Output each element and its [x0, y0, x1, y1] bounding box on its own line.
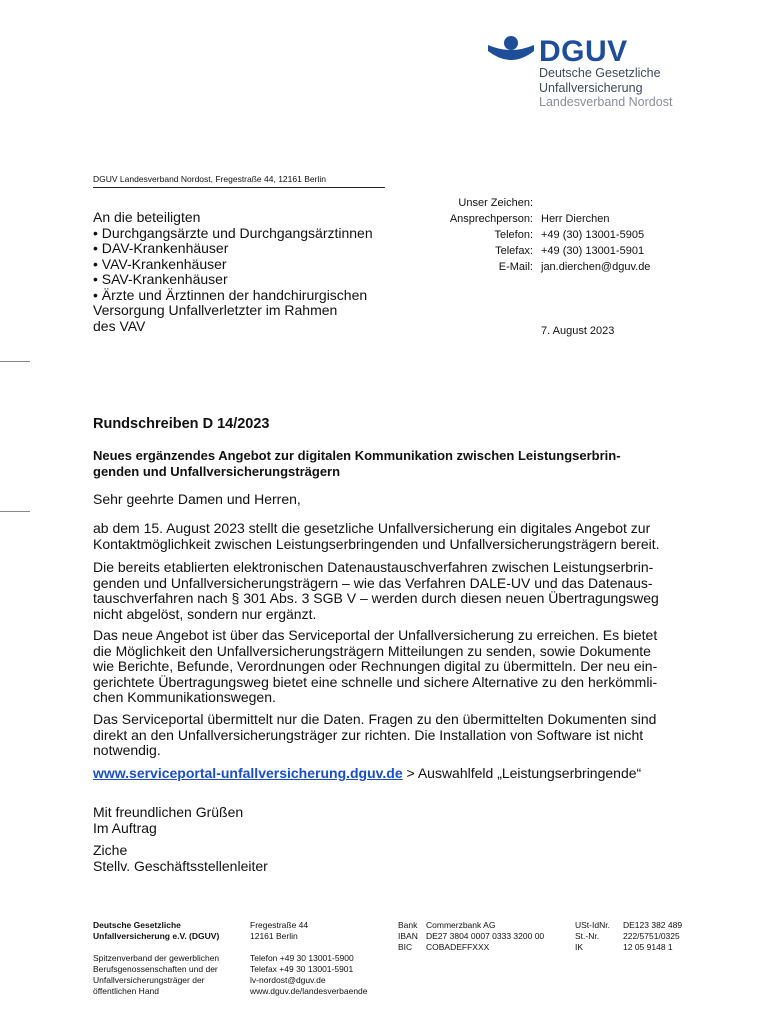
- recipient-line: An die beteiligten: [93, 209, 201, 225]
- reference-label: Unser Zeichen:: [458, 197, 533, 209]
- logo-line-3: Landesverband Nordost: [539, 95, 673, 109]
- footer-org-line: Deutsche Gesetzliche: [93, 920, 181, 930]
- footer-tax: [575, 920, 682, 953]
- footer-fax: Telefax +49 30 13001-5901: [250, 964, 354, 974]
- paragraph-line: ab dem 15. August 2023 stellt die gesetzliche Unfallversicherung ein digitales Angebot zur: [93, 520, 651, 536]
- recipient-line: des VAV: [93, 317, 146, 334]
- paragraph-line: Kontaktmöglichkeit zwischen Leistungserbringenden und Unfallversicherungsträgern bereit.: [93, 535, 660, 552]
- signature: [93, 843, 678, 874]
- recipient-line: • DAV-Krankenhäuser: [93, 240, 229, 256]
- salutation: [93, 492, 678, 508]
- dguv-emblem-icon: [487, 35, 535, 69]
- footer-bank-label: IBAN: [398, 931, 418, 941]
- paragraph-line: Das Serviceportal übermittelt nur die Daten. Fragen zu den übermittelten Dokumenten sind: [93, 711, 657, 727]
- footer-bank: [398, 920, 544, 953]
- phone-row: [400, 227, 650, 243]
- logo-wordmark: DGUV: [539, 35, 628, 68]
- footer-tax-label: IK: [575, 942, 584, 952]
- headline-line: genden und Unfallversicherungsträgern: [93, 464, 341, 479]
- fold-mark-middle: [0, 511, 30, 512]
- footer-street: Fregestraße 44: [250, 920, 309, 930]
- fold-mark-top: [0, 361, 30, 362]
- closing-greeting: Mit freundlichen Grüßen: [93, 804, 244, 820]
- logo-line-2: Unfallversicherung: [539, 81, 643, 95]
- footer-desc-line: Berufsgenossenschaften und der: [93, 964, 218, 974]
- phone-value: +49 (30) 13001-5905: [541, 229, 645, 241]
- footer-city: 12161 Berlin: [250, 931, 298, 941]
- paragraph-2: [93, 560, 678, 622]
- footer-address: [250, 920, 368, 997]
- paragraph-line: nicht abgelöst, sondern nur ergänzt.: [93, 605, 317, 622]
- recipient-line: • SAV-Krankenhäuser: [93, 271, 228, 287]
- fax-row: [400, 243, 650, 259]
- person-value: Herr Dierchen: [541, 213, 610, 225]
- footer-org-line: Unfallversicherung e.V. (DGUV): [93, 931, 220, 941]
- recipient-line: Versorgung Unfallverletzter im Rahmen: [93, 302, 338, 318]
- footer-desc-line: Unfallversicherungsträger der: [93, 975, 205, 985]
- closing-auftrag: Im Auftrag: [93, 819, 157, 836]
- paragraph-line: chen Kommunikationswegen.: [93, 689, 276, 705]
- paragraph-line: notwendig.: [93, 742, 161, 758]
- contact-block: [400, 195, 650, 275]
- footer-bank-label: Bank: [398, 920, 418, 930]
- paragraph-line: tauschverfahren nach § 301 Abs. 3 SGB V – werden durch diesen neuen Übertragungsweg: [93, 590, 659, 606]
- footer-desc-line: öffentlichen Hand: [93, 986, 160, 996]
- recipient-line: • VAV-Krankenhäuser: [93, 255, 227, 272]
- footer-organization: [93, 920, 219, 997]
- reference-row: [400, 195, 650, 211]
- link-suffix: > Auswahlfeld „Leistungserbringende“: [402, 765, 642, 781]
- fax-value: +49 (30) 13001-5901: [541, 245, 645, 257]
- footer-phone: Telefon +49 30 13001-5900: [250, 953, 354, 963]
- paragraph-line: direkt an den Unfallversicherungsträger zur richten. Die Installation von Software ist nicht: [93, 726, 644, 743]
- footer-bank-value: DE27 3804 0007 0333 3200 00: [426, 931, 545, 941]
- paragraph-line: Die bereits etablierten elektronischen Datenaustauschverfahren zwischen Leistungserbrin-: [93, 559, 654, 575]
- closing: [93, 805, 678, 836]
- paragraph-4: [93, 712, 678, 759]
- signer-name: Ziche: [93, 842, 128, 858]
- paragraph-line: genden und Unfallversicherungsträgern – wie das Verfahren DALE-UV und das Datenaus-: [93, 574, 653, 591]
- email-value[interactable]: jan.dierchen@dguv.de: [541, 261, 651, 273]
- footer-bank-value: Commerzbank AG: [426, 920, 496, 930]
- person-label: Ansprechperson:: [449, 213, 533, 225]
- salutation-text: Sehr geehrte Damen und Herren,: [93, 491, 301, 507]
- signer-title: Stellv. Geschäftsstellenleiter: [93, 857, 268, 874]
- email-row: [400, 259, 650, 275]
- serviceportal-link[interactable]: www.serviceportal-unfallversicherung.dguv.de: [93, 765, 403, 781]
- footer-bank-value: COBADEFFXXX: [426, 942, 490, 952]
- footer-tax-value: 222/5751/0325: [623, 931, 680, 941]
- fax-label: Telefax:: [495, 245, 533, 257]
- person-row: [400, 211, 650, 227]
- recipient-address: [93, 210, 373, 334]
- footer-tax-value: DE123 382 489: [623, 920, 683, 930]
- paragraph-line: die Möglichkeit den Unfallversicherungsträgern Mitteilungen zu senden, sowie Dokumente: [93, 642, 651, 659]
- paragraph-line: gerichtete Übertragungsweg bietet eine schnelle und sichere Alternative zu den herkömmli-: [93, 673, 658, 690]
- footer-tax-label: USt-IdNr.: [575, 920, 610, 930]
- paragraph-3: [93, 628, 678, 706]
- phone-label: Telefon:: [494, 229, 533, 241]
- footer-web[interactable]: www.dguv.de/landesverbaende: [250, 986, 368, 996]
- sender-line: DGUV Landesverband Nordost, Fregestraße 44, 12161 Berlin: [93, 174, 385, 188]
- letter-date: 7. August 2023: [541, 325, 615, 337]
- headline-line: Neues ergänzendes Angebot zur digitalen Kommunikation zwischen Leistungserbrin-: [93, 448, 621, 463]
- footer-email[interactable]: lv-nordost@dguv.de: [250, 975, 326, 985]
- recipient-line: • Durchgangsärzte und Durchgangsärztinnen: [93, 224, 373, 241]
- footer-bank-label: BIC: [398, 942, 413, 952]
- email-label: E-Mail:: [498, 261, 533, 273]
- portal-link-line: [93, 766, 678, 782]
- paragraph-line: wie Berichte, Befunde, Verordnungen oder Rechnungen digital zu übermitteln. Der neu ein-: [93, 658, 658, 674]
- footer-desc-line: Spitzenverband der gewerblichen: [93, 953, 220, 963]
- footer-tax-label: St.-Nr.: [575, 931, 600, 941]
- subject-title: Rundschreiben D 14/2023: [93, 416, 270, 432]
- recipient-line: • Ärzte und Ärztinnen der handchirurgischen: [93, 286, 368, 303]
- logo-line-1: Deutsche Gesetzliche: [539, 66, 661, 80]
- footer-tax-value: 12 05 9148 1: [623, 942, 673, 952]
- dguv-logo: [487, 33, 717, 113]
- paragraph-line: Das neue Angebot ist über das Serviceportal der Unfallversicherung zu erreichen. Es bietet: [93, 627, 658, 643]
- headline: [93, 448, 678, 480]
- paragraph-1: [93, 521, 678, 552]
